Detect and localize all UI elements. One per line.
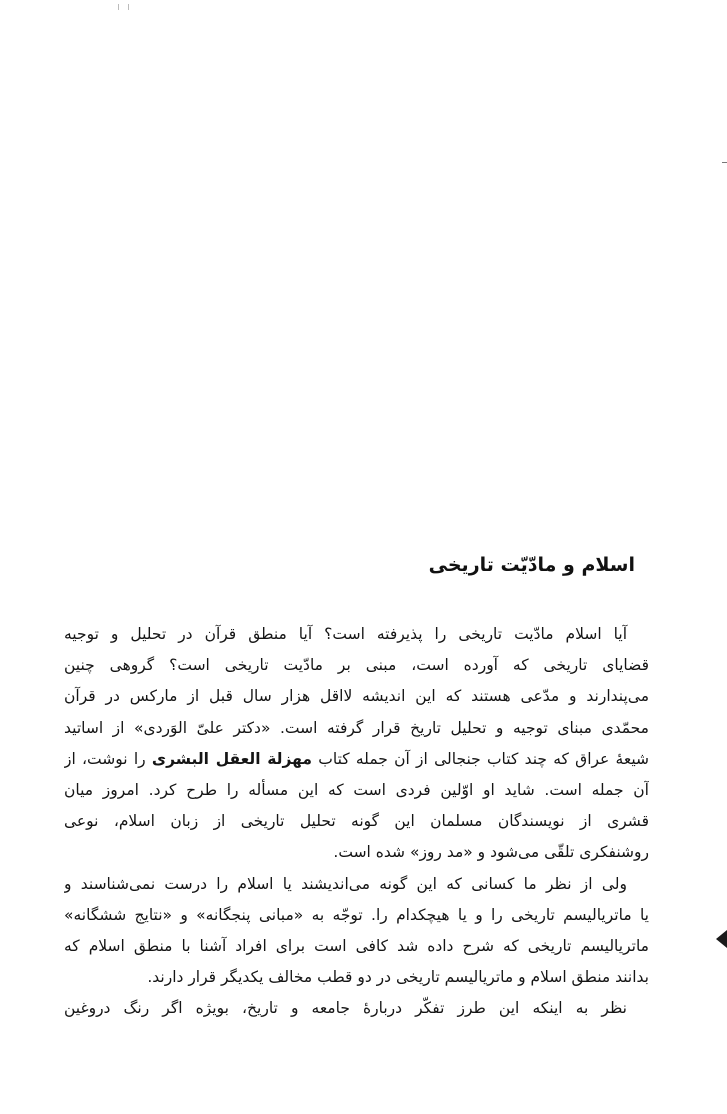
text-line: آیا اسلام مادّیت تاریخی را پذیرفته است؟ آیا منطق قرآن در تحلیل و توجیه <box>64 625 627 643</box>
section-heading: اسلام و مادّیّت تاریخی <box>428 554 635 576</box>
text-line: آن جمله است. شاید او اوّلین فردی است که این مسأله را طرح کرد. امروز میان <box>64 780 649 799</box>
text-line: قضایای تاریخی که آورده است، مبنی بر مادّیت تاریخی است؟ گروهی چنین <box>64 656 649 675</box>
text-line: بدانند منطق اسلام و ماتریالیسم تاریخی در دو قطب مخالف یکدیگر قرار دارند. <box>147 968 649 987</box>
text-line: قشری از نویسندگان مسلمان این گونه تحلیل تاریخی از زبان اسلام، نوعی <box>64 812 649 831</box>
text-line: ولی از نظر ما کسانی که این گونه می‌اندیشند یا اسلام را درست نمی‌شناسند و <box>64 874 627 893</box>
scan-artifact-mark <box>722 162 727 163</box>
text-line: یا ماتریالیسم تاریخی را و یا هیچکدام را. توجّه به «مبانی پنجگانه» و «نتایج ششگانه» <box>64 905 649 924</box>
scan-artifact-mark <box>118 4 119 10</box>
text-line: ماتریالیسم تاریخی که شرح داده شد کافی است برای افراد آشنا با منطق اسلام که <box>64 936 649 955</box>
text-line: می‌پندارند و مدّعی هستند که این اندیشه لااقل هزار سال قبل از مارکس در قرآن <box>64 687 649 706</box>
book-title: مهزلة العقل البشری <box>151 749 312 768</box>
page-edge-arrow-icon <box>716 930 727 948</box>
text-segment: شیعهٔ عراق که چند کتاب جنجالی از آن جمله کتاب <box>318 749 649 768</box>
text-segment: را نوشت، از <box>64 749 146 768</box>
section-body <box>64 619 649 1024</box>
text-line: روشنفکری تلقّی می‌شود و «مد روز» شده است. <box>333 843 649 862</box>
text-line: نظر به اینکه این طرز تفکّر دربارهٔ جامعه و تاریخ، بویژه اگر رنگ دروغین <box>64 999 627 1018</box>
text-line: محمّدی مبنای توجیه و تحلیل تاریخ قرار گرفته است. «دکتر علیّ الوَردی» از اساتید <box>64 718 649 737</box>
scan-artifact-mark <box>128 4 129 10</box>
text-line-with-book-title <box>64 744 649 775</box>
